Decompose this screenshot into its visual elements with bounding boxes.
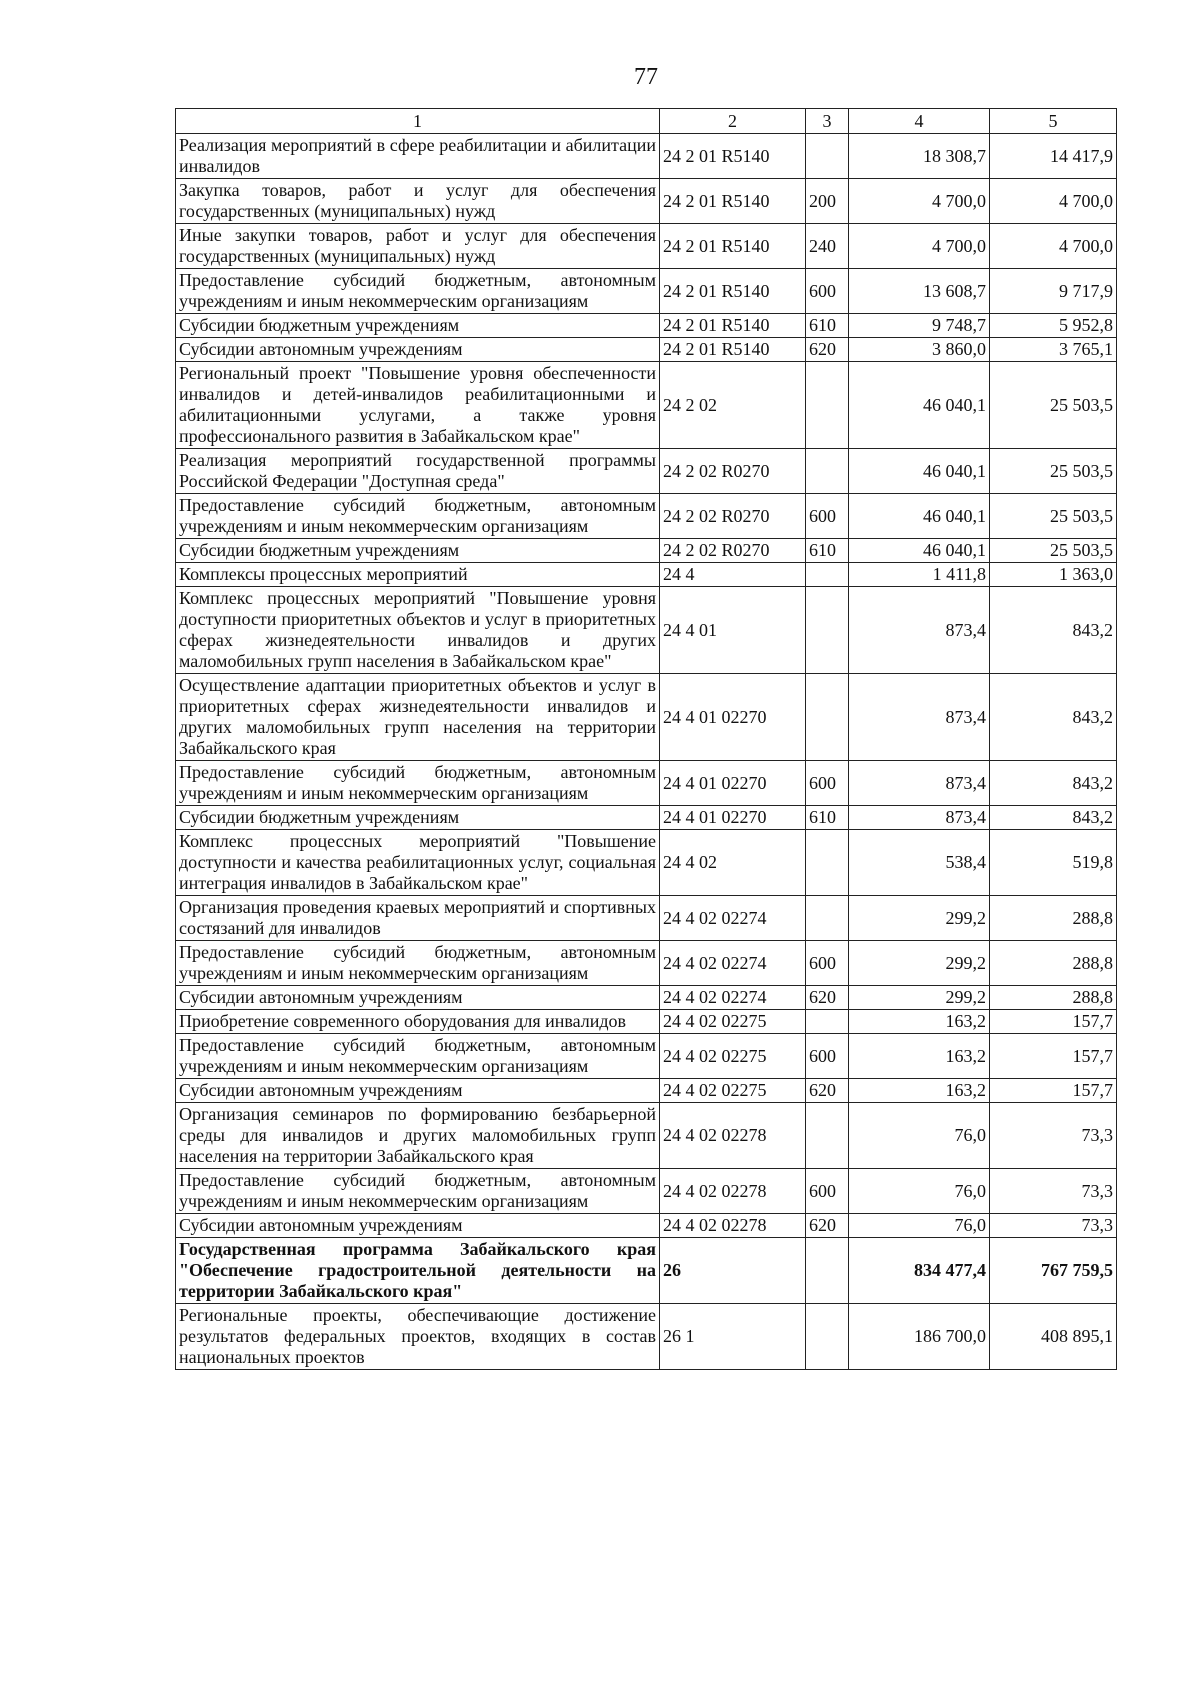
row-amount-2022-cell: 873,4 bbox=[849, 587, 990, 674]
row-amount-2022-cell: 46 040,1 bbox=[849, 449, 990, 494]
row-code-cell: 24 2 01 R5140 bbox=[660, 134, 806, 179]
row-expense-type-cell: 600 bbox=[806, 269, 849, 314]
row-expense-type-cell: 200 bbox=[806, 179, 849, 224]
row-code-cell: 24 4 02 02274 bbox=[660, 896, 806, 941]
row-code-cell: 24 4 01 02270 bbox=[660, 761, 806, 806]
row-amount-2023-cell: 25 503,5 bbox=[990, 539, 1117, 563]
table-row bbox=[176, 1010, 1117, 1034]
row-expense-type-cell bbox=[806, 1238, 849, 1304]
table-row bbox=[176, 224, 1117, 269]
row-expense-type-cell bbox=[806, 362, 849, 449]
table-row bbox=[176, 896, 1117, 941]
row-code-cell: 26 bbox=[660, 1238, 806, 1304]
row-expense-type-cell: 620 bbox=[806, 338, 849, 362]
row-amount-2022-cell: 873,4 bbox=[849, 674, 990, 761]
row-amount-2023-cell: 4 700,0 bbox=[990, 179, 1117, 224]
table-body bbox=[176, 134, 1117, 1370]
row-name-cell: Региональный проект "Повышение уровня обеспеченности инвалидов и детей-инвалидов реабилитационными и абилитационными услугами, а также уровня профессионального развития в Забайкальском крае" bbox=[176, 362, 660, 449]
row-name-cell: Субсидии бюджетным учреждениям bbox=[176, 539, 660, 563]
row-amount-2022-cell: 4 700,0 bbox=[849, 179, 990, 224]
row-name-cell: Предоставление субсидий бюджетным, автономным учреждениям и иным некоммерческим организациям bbox=[176, 1169, 660, 1214]
row-code-cell: 24 4 01 02270 bbox=[660, 674, 806, 761]
row-expense-type-cell: 610 bbox=[806, 806, 849, 830]
row-amount-2022-cell: 834 477,4 bbox=[849, 1238, 990, 1304]
row-amount-2023-cell: 157,7 bbox=[990, 1034, 1117, 1079]
row-expense-type-cell: 610 bbox=[806, 314, 849, 338]
row-name-cell: Предоставление субсидий бюджетным, автономным учреждениям и иным некоммерческим организациям bbox=[176, 1034, 660, 1079]
row-code-cell: 26 1 bbox=[660, 1304, 806, 1370]
row-amount-2023-cell: 4 700,0 bbox=[990, 224, 1117, 269]
row-name-cell: Предоставление субсидий бюджетным, автономным учреждениям и иным некоммерческим организациям bbox=[176, 761, 660, 806]
row-amount-2022-cell: 76,0 bbox=[849, 1169, 990, 1214]
row-amount-2022-cell: 3 860,0 bbox=[849, 338, 990, 362]
table-row bbox=[176, 539, 1117, 563]
row-amount-2022-cell: 299,2 bbox=[849, 986, 990, 1010]
column-header-5: 5 bbox=[990, 109, 1117, 134]
row-name-cell: Реализация мероприятий в сфере реабилитации и абилитации инвалидов bbox=[176, 134, 660, 179]
column-header-1: 1 bbox=[176, 109, 660, 134]
row-code-cell: 24 4 bbox=[660, 563, 806, 587]
row-expense-type-cell: 600 bbox=[806, 761, 849, 806]
table-row bbox=[176, 362, 1117, 449]
row-name-cell: Комплекс процессных мероприятий "Повышение доступности и качества реабилитационных услуг, социальная интеграция инвалидов в Забайкальском крае" bbox=[176, 830, 660, 896]
row-name-cell: Субсидии автономным учреждениям bbox=[176, 1079, 660, 1103]
row-amount-2022-cell: 4 700,0 bbox=[849, 224, 990, 269]
row-name-cell: Субсидии автономным учреждениям bbox=[176, 338, 660, 362]
table-row bbox=[176, 1214, 1117, 1238]
row-amount-2023-cell: 73,3 bbox=[990, 1169, 1117, 1214]
row-name-cell: Осуществление адаптации приоритетных объектов и услуг в приоритетных сферах жизнедеятельности инвалидов и других маломобильных групп населения на территории Забайкальского края bbox=[176, 674, 660, 761]
row-amount-2022-cell: 873,4 bbox=[849, 761, 990, 806]
row-code-cell: 24 2 01 R5140 bbox=[660, 224, 806, 269]
table-row bbox=[176, 449, 1117, 494]
row-name-cell: Приобретение современного оборудования для инвалидов bbox=[176, 1010, 660, 1034]
row-expense-type-cell: 610 bbox=[806, 539, 849, 563]
row-expense-type-cell bbox=[806, 563, 849, 587]
row-name-cell: Предоставление субсидий бюджетным, автономным учреждениям и иным некоммерческим организациям bbox=[176, 941, 660, 986]
row-amount-2023-cell: 843,2 bbox=[990, 761, 1117, 806]
row-name-cell: Иные закупки товаров, работ и услуг для обеспечения государственных (муниципальных) нужд bbox=[176, 224, 660, 269]
row-amount-2022-cell: 46 040,1 bbox=[849, 494, 990, 539]
row-name-cell: Закупка товаров, работ и услуг для обеспечения государственных (муниципальных) нужд bbox=[176, 179, 660, 224]
row-name-cell: Организация семинаров по формированию безбарьерной среды для инвалидов и других маломобильных групп населения на территории Забайкальского края bbox=[176, 1103, 660, 1169]
row-code-cell: 24 2 02 R0270 bbox=[660, 539, 806, 563]
row-amount-2022-cell: 538,4 bbox=[849, 830, 990, 896]
row-amount-2023-cell: 9 717,9 bbox=[990, 269, 1117, 314]
row-amount-2023-cell: 25 503,5 bbox=[990, 494, 1117, 539]
row-amount-2022-cell: 13 608,7 bbox=[849, 269, 990, 314]
table-row bbox=[176, 761, 1117, 806]
page-number: 77 bbox=[634, 64, 658, 90]
row-amount-2023-cell: 157,7 bbox=[990, 1010, 1117, 1034]
table-row bbox=[176, 179, 1117, 224]
row-code-cell: 24 2 02 R0270 bbox=[660, 494, 806, 539]
row-amount-2022-cell: 299,2 bbox=[849, 896, 990, 941]
table-row bbox=[176, 986, 1117, 1010]
table-row bbox=[176, 338, 1117, 362]
row-name-cell: Государственная программа Забайкальского края "Обеспечение градостроительной деятельности на территории Забайкальского края" bbox=[176, 1238, 660, 1304]
row-code-cell: 24 4 02 02275 bbox=[660, 1010, 806, 1034]
table-row bbox=[176, 1169, 1117, 1214]
row-amount-2023-cell: 843,2 bbox=[990, 674, 1117, 761]
row-amount-2023-cell: 25 503,5 bbox=[990, 449, 1117, 494]
table-row bbox=[176, 674, 1117, 761]
row-expense-type-cell bbox=[806, 674, 849, 761]
row-amount-2022-cell: 299,2 bbox=[849, 941, 990, 986]
row-expense-type-cell: 620 bbox=[806, 986, 849, 1010]
row-code-cell: 24 4 01 bbox=[660, 587, 806, 674]
row-amount-2023-cell: 288,8 bbox=[990, 986, 1117, 1010]
row-amount-2023-cell: 288,8 bbox=[990, 941, 1117, 986]
row-amount-2023-cell: 408 895,1 bbox=[990, 1304, 1117, 1370]
table-row bbox=[176, 269, 1117, 314]
row-name-cell: Организация проведения краевых мероприятий и спортивных состязаний для инвалидов bbox=[176, 896, 660, 941]
row-amount-2022-cell: 46 040,1 bbox=[849, 362, 990, 449]
row-code-cell: 24 2 02 bbox=[660, 362, 806, 449]
table-row bbox=[176, 1103, 1117, 1169]
row-amount-2023-cell: 157,7 bbox=[990, 1079, 1117, 1103]
row-name-cell: Предоставление субсидий бюджетным, автономным учреждениям и иным некоммерческим организациям bbox=[176, 269, 660, 314]
row-code-cell: 24 2 01 R5140 bbox=[660, 179, 806, 224]
table-row bbox=[176, 314, 1117, 338]
row-expense-type-cell: 240 bbox=[806, 224, 849, 269]
row-amount-2023-cell: 73,3 bbox=[990, 1214, 1117, 1238]
row-expense-type-cell bbox=[806, 1010, 849, 1034]
row-amount-2022-cell: 46 040,1 bbox=[849, 539, 990, 563]
row-amount-2023-cell: 843,2 bbox=[990, 806, 1117, 830]
column-header-2: 2 bbox=[660, 109, 806, 134]
row-name-cell: Субсидии автономным учреждениям bbox=[176, 986, 660, 1010]
row-expense-type-cell bbox=[806, 830, 849, 896]
table-row bbox=[176, 1079, 1117, 1103]
table-row bbox=[176, 563, 1117, 587]
row-amount-2022-cell: 76,0 bbox=[849, 1103, 990, 1169]
row-amount-2022-cell: 1 411,8 bbox=[849, 563, 990, 587]
row-expense-type-cell bbox=[806, 134, 849, 179]
row-code-cell: 24 4 02 02274 bbox=[660, 986, 806, 1010]
row-amount-2022-cell: 9 748,7 bbox=[849, 314, 990, 338]
row-expense-type-cell bbox=[806, 1304, 849, 1370]
row-amount-2022-cell: 163,2 bbox=[849, 1010, 990, 1034]
table-row bbox=[176, 587, 1117, 674]
table-row bbox=[176, 494, 1117, 539]
table-row bbox=[176, 134, 1117, 179]
row-code-cell: 24 2 01 R5140 bbox=[660, 314, 806, 338]
row-expense-type-cell bbox=[806, 896, 849, 941]
budget-table bbox=[175, 108, 1117, 1370]
row-amount-2023-cell: 767 759,5 bbox=[990, 1238, 1117, 1304]
row-name-cell: Субсидии бюджетным учреждениям bbox=[176, 806, 660, 830]
row-name-cell: Комплексы процессных мероприятий bbox=[176, 563, 660, 587]
row-name-cell: Предоставление субсидий бюджетным, автономным учреждениям и иным некоммерческим организациям bbox=[176, 494, 660, 539]
column-header-3: 3 bbox=[806, 109, 849, 134]
row-amount-2022-cell: 163,2 bbox=[849, 1079, 990, 1103]
row-amount-2023-cell: 288,8 bbox=[990, 896, 1117, 941]
row-code-cell: 24 4 02 02275 bbox=[660, 1079, 806, 1103]
row-expense-type-cell: 600 bbox=[806, 941, 849, 986]
row-name-cell: Субсидии бюджетным учреждениям bbox=[176, 314, 660, 338]
table-row bbox=[176, 830, 1117, 896]
table-row bbox=[176, 806, 1117, 830]
row-amount-2023-cell: 73,3 bbox=[990, 1103, 1117, 1169]
row-code-cell: 24 2 01 R5140 bbox=[660, 338, 806, 362]
row-amount-2022-cell: 18 308,7 bbox=[849, 134, 990, 179]
row-code-cell: 24 4 02 bbox=[660, 830, 806, 896]
row-amount-2023-cell: 14 417,9 bbox=[990, 134, 1117, 179]
row-code-cell: 24 4 02 02278 bbox=[660, 1214, 806, 1238]
row-expense-type-cell: 600 bbox=[806, 1169, 849, 1214]
row-expense-type-cell bbox=[806, 1103, 849, 1169]
row-code-cell: 24 2 01 R5140 bbox=[660, 269, 806, 314]
row-code-cell: 24 4 02 02274 bbox=[660, 941, 806, 986]
row-amount-2023-cell: 843,2 bbox=[990, 587, 1117, 674]
row-amount-2022-cell: 163,2 bbox=[849, 1034, 990, 1079]
column-header-4: 4 bbox=[849, 109, 990, 134]
table-row bbox=[176, 1034, 1117, 1079]
row-name-cell: Субсидии автономным учреждениям bbox=[176, 1214, 660, 1238]
row-amount-2023-cell: 519,8 bbox=[990, 830, 1117, 896]
row-expense-type-cell: 600 bbox=[806, 494, 849, 539]
row-name-cell: Комплекс процессных мероприятий "Повышение уровня доступности приоритетных объектов и услуг в приоритетных сферах жизнедеятельности инвалидов и других маломобильных групп населения в Забайкальском крае" bbox=[176, 587, 660, 674]
row-name-cell: Реализация мероприятий государственной программы Российской Федерации "Доступная среда" bbox=[176, 449, 660, 494]
row-code-cell: 24 4 02 02275 bbox=[660, 1034, 806, 1079]
table-row bbox=[176, 1304, 1117, 1370]
row-code-cell: 24 4 02 02278 bbox=[660, 1103, 806, 1169]
row-code-cell: 24 2 02 R0270 bbox=[660, 449, 806, 494]
table-row bbox=[176, 941, 1117, 986]
row-code-cell: 24 4 01 02270 bbox=[660, 806, 806, 830]
row-name-cell: Региональные проекты, обеспечивающие достижение результатов федеральных проектов, входящих в состав национальных проектов bbox=[176, 1304, 660, 1370]
row-code-cell: 24 4 02 02278 bbox=[660, 1169, 806, 1214]
row-expense-type-cell: 620 bbox=[806, 1079, 849, 1103]
row-expense-type-cell bbox=[806, 587, 849, 674]
row-amount-2023-cell: 1 363,0 bbox=[990, 563, 1117, 587]
row-expense-type-cell: 620 bbox=[806, 1214, 849, 1238]
header-row bbox=[176, 109, 1117, 134]
row-amount-2023-cell: 25 503,5 bbox=[990, 362, 1117, 449]
row-amount-2022-cell: 186 700,0 bbox=[849, 1304, 990, 1370]
row-amount-2022-cell: 76,0 bbox=[849, 1214, 990, 1238]
row-amount-2023-cell: 5 952,8 bbox=[990, 314, 1117, 338]
row-amount-2023-cell: 3 765,1 bbox=[990, 338, 1117, 362]
table-row bbox=[176, 1238, 1117, 1304]
row-expense-type-cell: 600 bbox=[806, 1034, 849, 1079]
row-expense-type-cell bbox=[806, 449, 849, 494]
row-amount-2022-cell: 873,4 bbox=[849, 806, 990, 830]
